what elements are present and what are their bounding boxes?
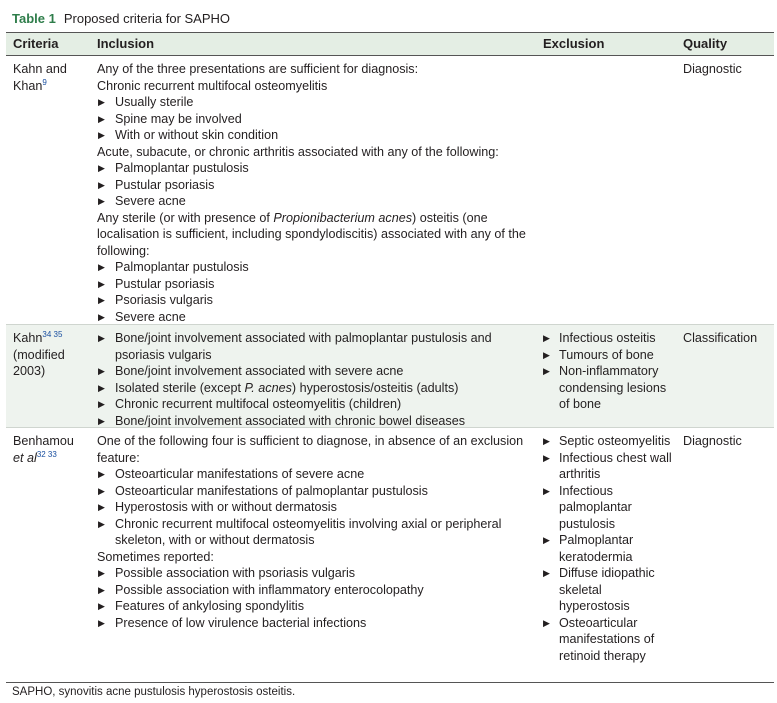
inclusion-text: Chronic recurrent multifocal osteomyelitis bbox=[97, 78, 328, 93]
criteria-text: 2003) bbox=[13, 364, 46, 378]
criteria-cell bbox=[13, 61, 91, 94]
list-item: ▶ Possible association with psoriasis vulgaris bbox=[97, 565, 537, 582]
table-row bbox=[6, 325, 774, 427]
list-item: ▶ Psoriasis vulgaris bbox=[97, 292, 537, 309]
inclusion-cell bbox=[97, 61, 537, 325]
reference-superscript: 9 bbox=[42, 77, 47, 87]
reference-superscript: 32 33 bbox=[36, 449, 57, 459]
quality-cell bbox=[683, 61, 777, 78]
quality-cell bbox=[683, 330, 777, 347]
list-item: ▶ Palmoplantar keratodermia bbox=[543, 532, 675, 565]
inclusion-text-part: ) osteitis (one localisation is sufficient, including spondylodiscitis) associated with any of the following: bbox=[97, 210, 526, 258]
inclusion-text bbox=[97, 210, 537, 260]
list-item-part: ) hyperostosis/osteitis (adults) bbox=[291, 380, 459, 395]
list-item: ▶ Palmoplantar pustulosis bbox=[97, 259, 537, 276]
list-item: ▶ Osteoarticular manifestations of palmoplantar pustulosis bbox=[97, 483, 537, 500]
list-item: ▶ Bone/joint involvement associated with severe acne bbox=[97, 363, 537, 380]
header-quality: Quality bbox=[683, 36, 728, 51]
criteria-text: Kahn and bbox=[13, 62, 67, 76]
quality-text: Diagnostic bbox=[683, 434, 742, 448]
list-item: ▶ Spine may be involved bbox=[97, 111, 537, 128]
list-item: ▶ Bone/joint involvement associated with chronic bowel diseases bbox=[97, 413, 537, 430]
table-row bbox=[6, 56, 774, 324]
table-title: Proposed criteria for SAPHO bbox=[63, 11, 231, 26]
organism-name: Propionibacterium acnes bbox=[273, 210, 412, 225]
list-item: ▶ Infectious chest wall arthritis bbox=[543, 450, 675, 483]
table-row bbox=[6, 428, 774, 681]
criteria-text: Khan bbox=[13, 78, 43, 93]
table-label: Table 1 bbox=[12, 11, 56, 26]
header-exclusion: Exclusion bbox=[543, 36, 605, 51]
list-item: ▶ Chronic recurrent multifocal osteomyelitis (children) bbox=[97, 396, 537, 413]
criteria-cell bbox=[13, 433, 91, 466]
list-item: ▶ Possible association with inflammatory enterocolopathy bbox=[97, 582, 537, 599]
list-item: ▶ Septic osteomyelitis bbox=[543, 433, 675, 450]
quality-text: Classification bbox=[683, 331, 758, 345]
list-item: ▶ Chronic recurrent multifocal osteomyelitis involving axial or peripheral skeleton, with or without dermatosis bbox=[97, 516, 537, 549]
list-item: ▶ Palmoplantar pustulosis bbox=[97, 160, 537, 177]
table-caption bbox=[12, 8, 230, 30]
exclusion-cell bbox=[543, 433, 675, 664]
criteria-text: Benhamou bbox=[13, 434, 74, 448]
list-item: ▶ Diffuse idiopathic skeletal hyperostosis bbox=[543, 565, 675, 615]
list-item: ▶ Infectious palmoplantar pustulosis bbox=[543, 483, 675, 533]
list-item: ▶ Infectious osteitis bbox=[543, 330, 675, 347]
criteria-text: (modified bbox=[13, 347, 65, 362]
inclusion-text: Sometimes reported: bbox=[97, 549, 214, 564]
list-item: ▶ Hyperostosis with or without dermatosis bbox=[97, 499, 537, 516]
quality-text: Diagnostic bbox=[683, 62, 742, 76]
list-item: ▶ Osteoarticular manifestations of severe acne bbox=[97, 466, 537, 483]
list-item: ▶ Usually sterile bbox=[97, 94, 537, 111]
reference-superscript: 34 35 bbox=[42, 330, 63, 339]
list-item: ▶ Pustular psoriasis bbox=[97, 276, 537, 293]
bottom-rule bbox=[6, 682, 774, 683]
list-item: ▶ Non-inflammatory condensing lesions of bone bbox=[543, 363, 675, 413]
list-item: ▶ Pustular psoriasis bbox=[97, 177, 537, 194]
list-item bbox=[97, 380, 537, 397]
criteria-cell bbox=[13, 330, 91, 380]
list-item: ▶ Bone/joint involvement associated with palmoplantar pustulosis and psoriasis vulgaris bbox=[97, 330, 537, 363]
list-item-part: Isolated sterile (except bbox=[115, 380, 245, 395]
table-header bbox=[6, 33, 774, 55]
header-criteria: Criteria bbox=[13, 36, 59, 51]
header-inclusion: Inclusion bbox=[97, 36, 155, 51]
list-item: ▶ Tumours of bone bbox=[543, 347, 675, 364]
list-item: ▶ Features of ankylosing spondylitis bbox=[97, 598, 537, 615]
list-item: ▶ Severe acne bbox=[97, 193, 537, 210]
list-item: ▶ With or without skin condition bbox=[97, 127, 537, 144]
inclusion-text: Any of the three presentations are sufficient for diagnosis: bbox=[97, 62, 419, 76]
quality-cell bbox=[683, 433, 777, 450]
exclusion-cell bbox=[543, 330, 675, 413]
organism-name: P. acnes bbox=[244, 380, 292, 395]
inclusion-text: One of the following four is sufficient to diagnose, in absence of an exclusion feature: bbox=[97, 434, 524, 465]
table-footnote: SAPHO, synovitis acne pustulosis hyperostosis osteitis. bbox=[12, 686, 296, 698]
inclusion-text-part: Any sterile (or with presence of bbox=[97, 210, 274, 225]
inclusion-cell bbox=[97, 433, 537, 631]
inclusion-text: Acute, subacute, or chronic arthritis associated with any of the following: bbox=[97, 144, 499, 159]
list-item: ▶ Osteoarticular manifestations of retinoid therapy bbox=[543, 615, 675, 665]
criteria-text: Kahn bbox=[13, 331, 43, 345]
criteria-text: et al bbox=[13, 450, 37, 465]
inclusion-cell bbox=[97, 330, 537, 429]
list-item: ▶ Presence of low virulence bacterial infections bbox=[97, 615, 537, 632]
list-item: ▶ Severe acne bbox=[97, 309, 537, 326]
